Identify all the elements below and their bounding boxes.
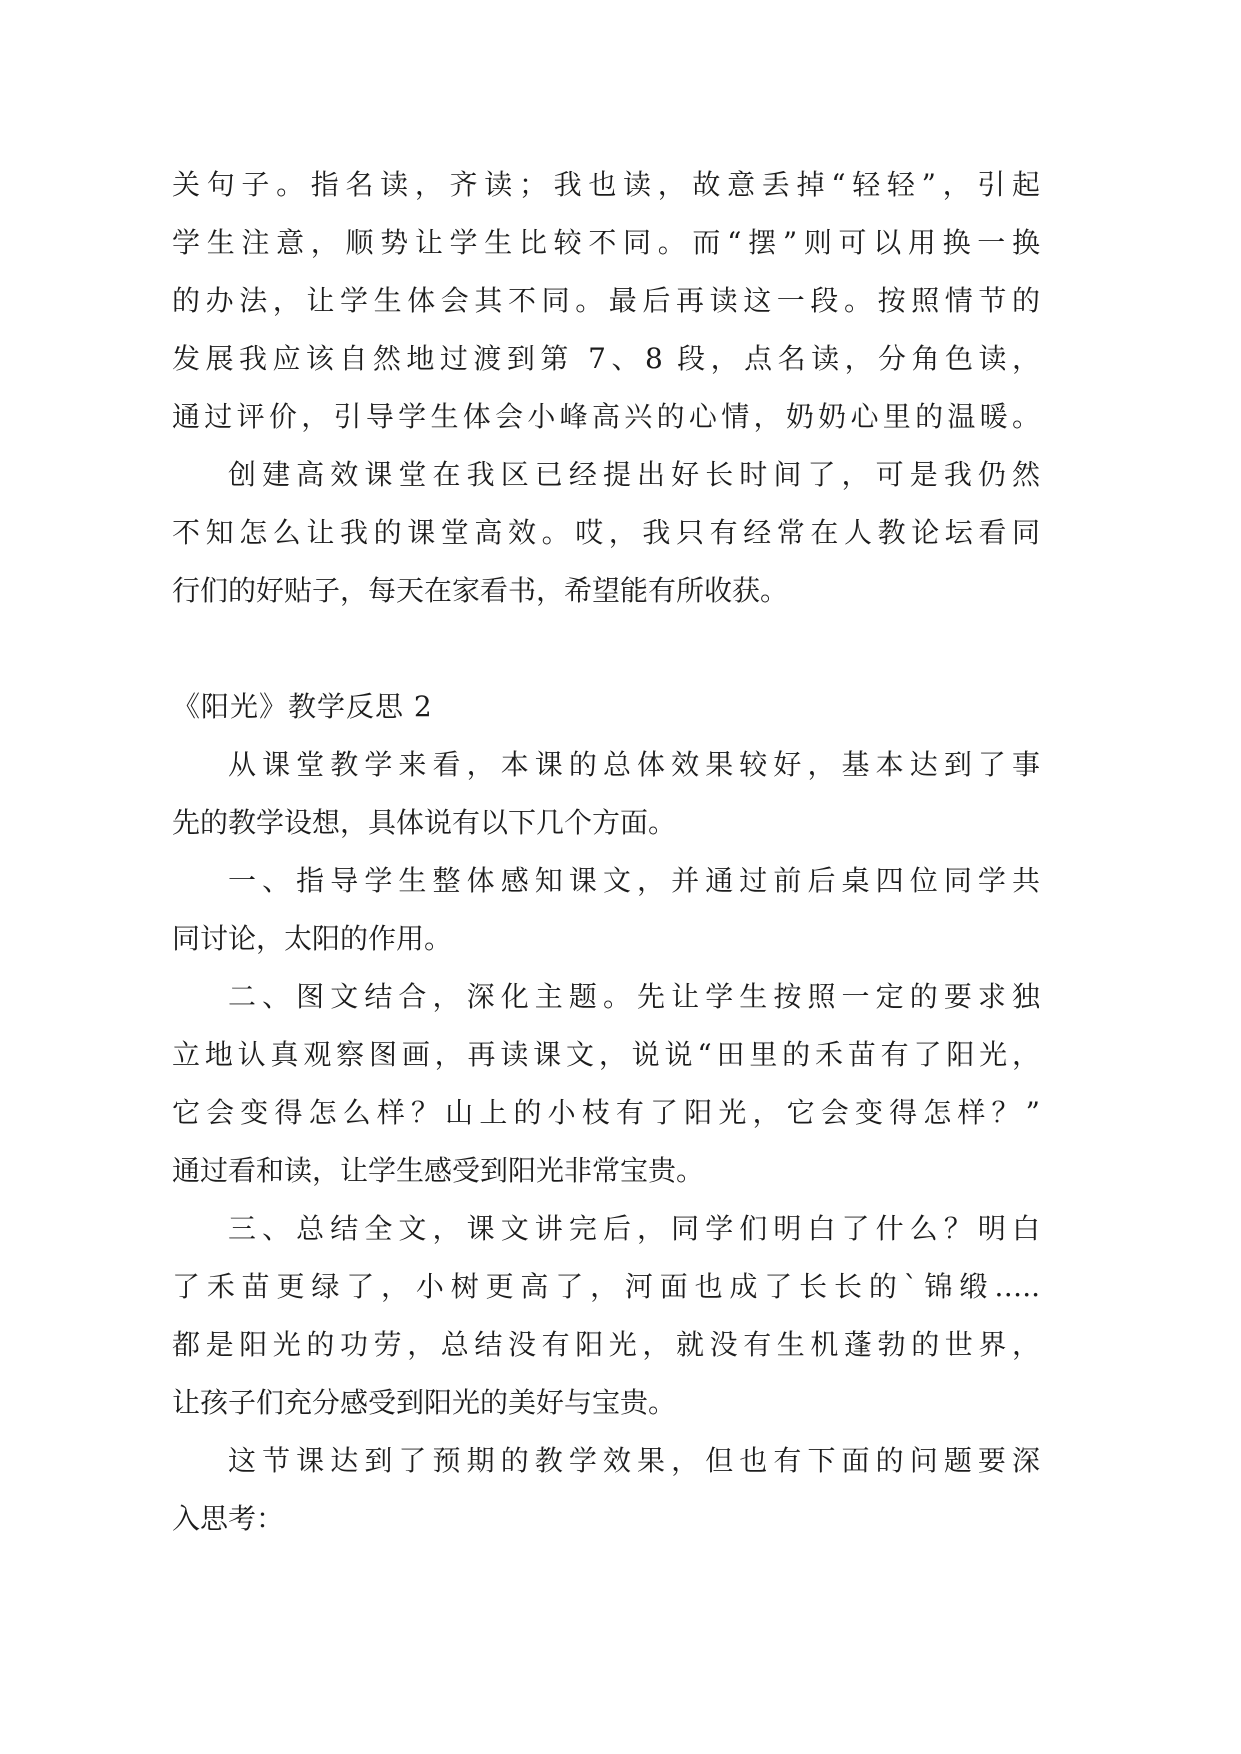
text-line: 发展我应该自然地过渡到第 7、8 段，点名读，分角色读，: [172, 342, 1040, 375]
paragraph-first-line: 二、图文结合，深化主题。先让学生按照一定的要求独: [228, 980, 1040, 1013]
text-line: 都是阳光的功劳，总结没有阳光，就没有生机蓬勃的世界，: [172, 1328, 1040, 1361]
paragraph-first-line: 创建高效课堂在我区已经提出好长时间了，可是我仍然: [228, 458, 1040, 491]
paragraph-first-line: 一、指导学生整体感知课文，并通过前后桌四位同学共: [228, 864, 1040, 897]
paragraph-first-line: 从课堂教学来看，本课的总体效果较好，基本达到了事: [228, 748, 1040, 781]
paragraph-last-line: 通过看和读，让学生感受到阳光非常宝贵。: [172, 1154, 705, 1187]
text-line: 它会变得怎么样？山上的小枝有了阳光，它会变得怎样？”: [172, 1096, 1040, 1129]
paragraph-last-line: 让孩子们充分感受到阳光的美好与宝贵。: [172, 1386, 677, 1419]
paragraph-first-line: 三、总结全文，课文讲完后，同学们明白了什么？明白: [228, 1212, 1040, 1245]
paragraph-last-line: 行们的好贴子，每天在家看书，希望能有所收获。: [172, 574, 789, 607]
text-line: 学生注意，顺势让学生比较不同。而“摆”则可以用换一换: [172, 226, 1040, 259]
paragraph-last-line: 同讨论，太阳的作用。: [172, 922, 453, 955]
text-line: 通过评价，引导学生体会小峰高兴的心情，奶奶心里的温暖。: [172, 400, 1040, 433]
document-body: [172, 156, 1040, 1548]
paragraph-last-line: 先的教学设想，具体说有以下几个方面。: [172, 806, 677, 839]
text-line: 的办法，让学生体会其不同。最后再读这一段。按照情节的: [172, 284, 1040, 317]
section-heading: 《阳光》教学反思 2: [172, 690, 433, 723]
text-line: 立地认真观察图画，再读课文，说说“田里的禾苗有了阳光，: [172, 1038, 1040, 1071]
paragraph-first-line: 这节课达到了预期的教学效果，但也有下面的问题要深: [228, 1444, 1040, 1477]
blank-line: [172, 620, 1040, 678]
text-line: 了禾苗更绿了，小树更高了，河面也成了长长的`锦缎…..: [172, 1270, 1040, 1303]
text-line: 不知怎么让我的课堂高效。哎，我只有经常在人教论坛看同: [172, 516, 1040, 549]
paragraph-last-line: 入思考：: [172, 1502, 285, 1535]
text-line: 关句子。指名读，齐读；我也读，故意丢掉“轻轻”，引起: [172, 168, 1040, 201]
